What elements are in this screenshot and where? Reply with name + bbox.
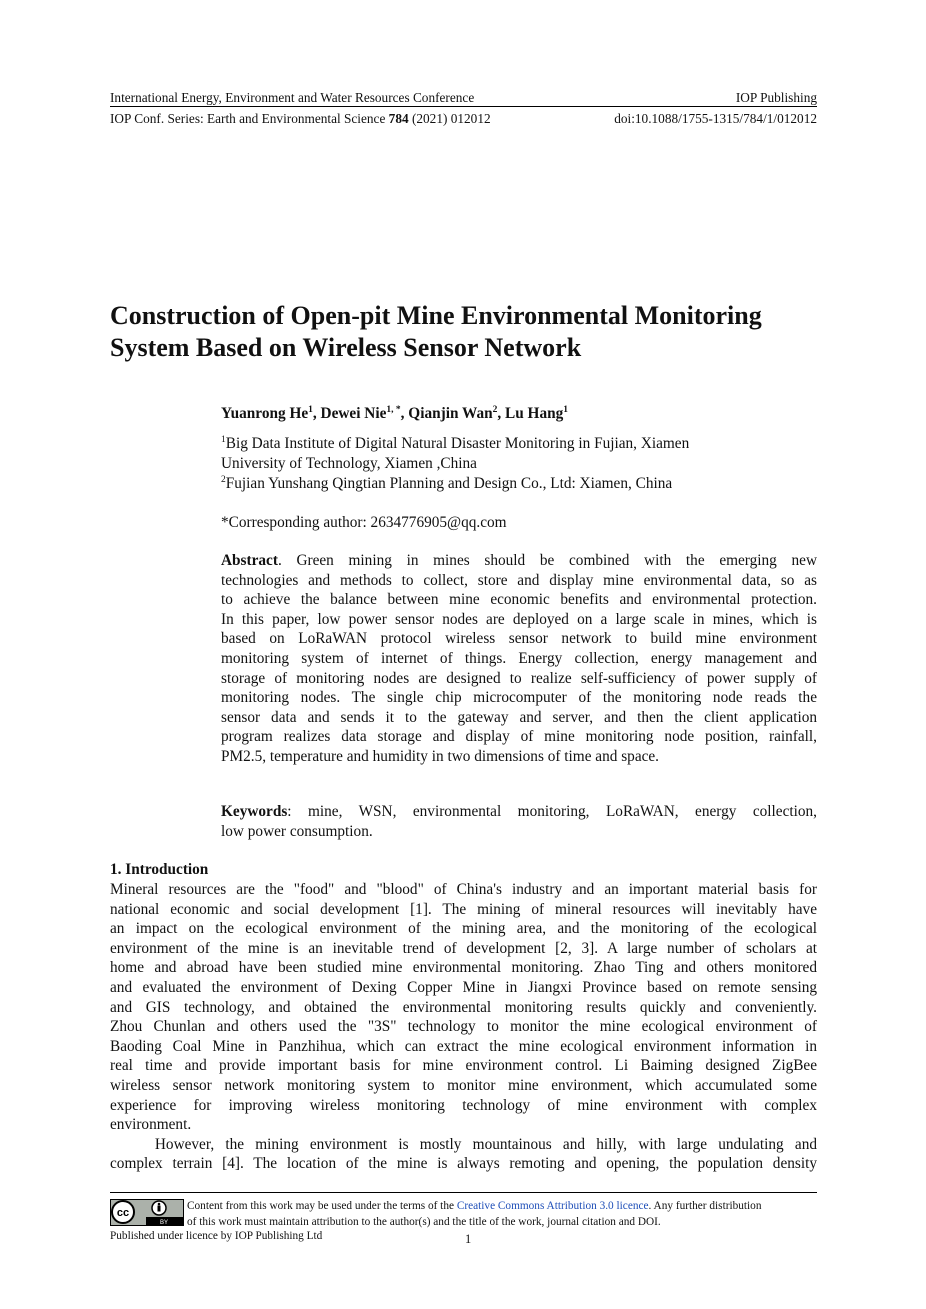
doi: doi:10.1088/1755-1315/784/1/012012 [614,111,817,126]
volume: 784 [388,111,409,126]
author: Lu Hang [505,405,564,422]
keywords-label: Keywords [221,803,288,820]
abstract-label: Abstract [221,552,278,569]
author: Yuanrong He [221,405,309,422]
affiliation-2: $^2$Fujian Yunshang Qingtian Planning and Design Co., Ltd: Xiamen, China [221,474,673,492]
cc-by-icon [110,1199,184,1226]
body-line: complex terrain [4]. The location of the mine is always remoting and opening, the population density [110,1155,817,1173]
body-line: real time and provide important basis for mine environment control. Li Baiming designed ZigBee [110,1057,817,1075]
body-line: environment. [110,1116,192,1134]
abstract-line: storage of monitoring nodes are designed to realize self-sufficiency of power supply of [221,669,817,687]
author-list: Yuanrong He$^1$, Dewei Nie$^{1, *}$, Qianjin Wan$^2$, Lu Hang$^1$ [221,404,569,422]
body-line: an impact on the ecological environment of the mining area, and the monitoring of the ecological [110,920,817,938]
abstract-line: monitoring system of internet of things. Energy collection, energy management and [221,649,817,667]
affiliation-1: $^1$Big Data Institute of Digital Natural Disaster Monitoring in Fujian, Xiamen University of Technology, Xiamen ,China [221,434,690,472]
author: Dewei Nie [320,405,387,422]
body-line: Zhou Chunlan and others used the "3S" technology to monitor the mine ecological environment of [110,1018,817,1036]
body-line: wireless sensor network monitoring system to monitor mine environment, which accumulated some [110,1076,817,1094]
abstract-line: In this paper, low power sensor nodes are deployed on a large scale in mines, which is [221,610,817,628]
publisher-name: IOP Publishing [735,90,817,105]
body-line: However, the mining environment is mostly mountainous and hilly, with large undulating and [110,1135,817,1153]
abstract-line: technologies and methods to collect, store and display mine environmental data, so as [221,571,817,589]
cc-by-badge[interactable] [110,1199,184,1226]
corresponding-author: *Corresponding author: 2634776905@qq.com [221,514,507,531]
license-link[interactable]: Creative Commons Attribution 3.0 licence [456,1200,649,1212]
license-text: Content from this work may be used under the terms of the Creative Commons Attribution 3.0 licence. Any further distribution of this work must maintain attribution to the author(s) and the title of the work, journal citation and DOI. [187,1200,762,1228]
abstract-line: program realizes data storage and display of mine monitoring node position, rainfall, [221,728,817,746]
abstract-line: Abstract. Green mining in mines should be combined with the emerging new [221,552,817,569]
published-under: Published under licence by IOP Publishing Ltd [110,1230,323,1242]
abstract-line: PM2.5, temperature and humidity in two dimensions of time and space. [221,747,660,765]
header-rule [110,106,817,107]
abstract-line: sensor data and sends it to the gateway and server, and then the client application [221,708,817,726]
abstract-line: based on LoRaWAN protocol wireless sensor network to build mine environment [221,630,817,648]
paper-title: Construction of Open-pit Mine Environmental Monitoring System Based on Wireless Sensor Network [110,301,762,362]
section-heading: 1. Introduction [110,861,209,878]
abstract [221,551,817,767]
section-body [110,880,817,1174]
svg-text:cc: cc [116,1207,130,1219]
body-line: national economic and social development [1]. The mining of mineral resources will inevitably have [110,900,817,918]
body-line: and GIS technology, and obtained the environmental monitoring results quickly and conveniently. [110,998,817,1016]
body-line: experience for improving wireless monitoring technology of mine environment with complex [110,1096,817,1114]
abstract-line: monitoring nodes. The single chip microcomputer of the monitoring node reads the [221,689,817,707]
body-line: environment of the mine is an inevitable trend of development [2, 3]. A large number of scholars at [110,939,817,957]
svg-text:BY: BY [159,1220,169,1226]
running-header [110,89,817,106]
author: Qianjin Wan [408,405,493,422]
body-line: and evaluated the environment of Dexing Copper Mine in Jiangxi Province based on remote sensing [110,978,817,996]
page-number: 1 [465,1232,472,1246]
body-line: Mineral resources are the "food" and "blood" of China's industry and an important material basis for [110,881,817,898]
abstract-line: to achieve the balance between mine economic benefits and environmental protection. [221,591,817,609]
keywords: Keywords: mine, WSN, environmental monitoring, LoRaWAN, energy collection, low power consumption. [221,803,817,840]
conference-name: International Energy, Environment and Water Resources Conference [110,90,475,105]
series-line [110,110,817,127]
body-line: Baoding Coal Mine in Panzhihua, which can extract the mine ecological environment information in [110,1037,817,1055]
footer-rule [110,1192,817,1193]
series-citation: IOP Conf. Series: Earth and Environmental Science 784 (2021) 012012 [110,111,491,126]
body-line: home and abroad have been studied mine environmental monitoring. Zhao Ting and others monitored [110,959,817,977]
